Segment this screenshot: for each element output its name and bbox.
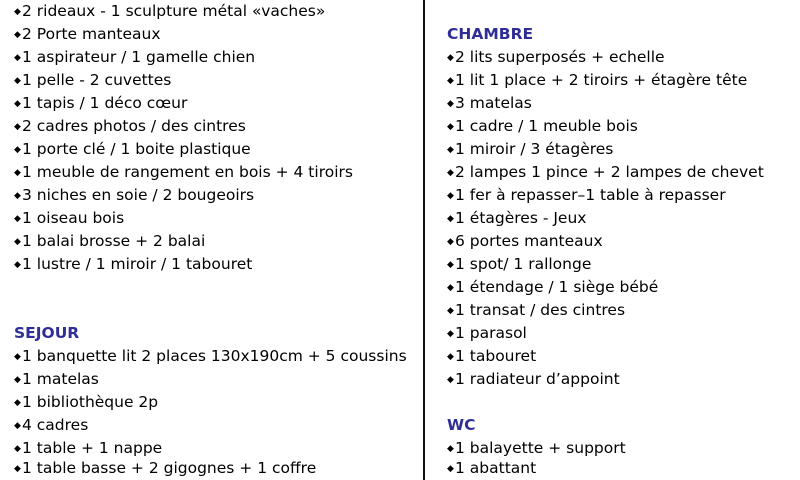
bullet-icon: ◆	[14, 237, 21, 247]
section-heading-sejour: SEJOUR	[14, 324, 80, 342]
column-divider	[423, 0, 425, 480]
inventory-item: ◆1 meuble de rangement en bois + 4 tiroirs	[14, 161, 353, 184]
bullet-icon: ◆	[447, 168, 454, 178]
bullet-icon: ◆	[14, 464, 21, 474]
bullet-icon: ◆	[14, 30, 21, 40]
inventory-item: ◆1 cadre / 1 meuble bois	[447, 115, 638, 138]
bullet-icon: ◆	[447, 99, 454, 109]
inventory-item: ◆1 radiateur d’appoint	[447, 368, 620, 391]
inventory-item: ◆1 lit 1 place + 2 tiroirs + étagère tête	[447, 69, 747, 92]
section-heading-wc: WC	[447, 416, 476, 434]
section-heading-chambre: CHAMBRE	[447, 25, 534, 43]
inventory-item: ◆2 lampes 1 pince + 2 lampes de chevet	[447, 161, 764, 184]
inventory-item: ◆3 matelas	[447, 92, 532, 115]
bullet-icon: ◆	[14, 421, 21, 431]
inventory-item: ◆1 étagères - Jeux	[447, 207, 586, 230]
bullet-icon: ◆	[447, 191, 454, 201]
inventory-item: ◆3 niches en soie / 2 bougeoirs	[14, 184, 254, 207]
bullet-icon: ◆	[447, 352, 454, 362]
inventory-item: ◆1 banquette lit 2 places 130x190cm + 5 coussins	[14, 345, 407, 368]
bullet-icon: ◆	[14, 444, 21, 454]
inventory-item: ◆1 étendage / 1 siège bébé	[447, 276, 658, 299]
inventory-item: ◆2 rideaux - 1 sculpture métal «vaches»	[14, 0, 325, 23]
bullet-icon: ◆	[447, 260, 454, 270]
inventory-item: ◆6 portes manteaux	[447, 230, 603, 253]
inventory-item: ◆1 miroir / 3 étagères	[447, 138, 613, 161]
inventory-item: ◆1 matelas	[14, 368, 99, 391]
bullet-icon: ◆	[14, 76, 21, 86]
bullet-icon: ◆	[14, 214, 21, 224]
inventory-item: ◆1 tabouret	[447, 345, 536, 368]
bullet-icon: ◆	[14, 7, 21, 17]
bullet-icon: ◆	[14, 398, 21, 408]
bullet-icon: ◆	[14, 260, 21, 270]
bullet-icon: ◆	[14, 99, 21, 109]
inventory-item: ◆2 Porte manteaux	[14, 23, 161, 46]
bullet-icon: ◆	[14, 53, 21, 63]
bullet-icon: ◆	[447, 76, 454, 86]
bullet-icon: ◆	[447, 306, 454, 316]
bullet-icon: ◆	[447, 375, 454, 385]
inventory-item: ◆1 porte clé / 1 boite plastique	[14, 138, 251, 161]
inventory-item: ◆1 balayette + support	[447, 437, 626, 460]
inventory-item: ◆1 balai brosse + 2 balai	[14, 230, 205, 253]
inventory-item: ◆1 table basse + 2 gigognes + 1 coffre	[14, 457, 316, 480]
inventory-item: ◆2 lits superposés + echelle	[447, 46, 665, 69]
inventory-item: ◆2 cadres photos / des cintres	[14, 115, 246, 138]
inventory-item: ◆1 pelle - 2 cuvettes	[14, 69, 171, 92]
bullet-icon: ◆	[447, 283, 454, 293]
bullet-icon: ◆	[447, 237, 454, 247]
bullet-icon: ◆	[14, 168, 21, 178]
bullet-icon: ◆	[447, 122, 454, 132]
bullet-icon: ◆	[14, 191, 21, 201]
inventory-item: ◆1 spot/ 1 rallonge	[447, 253, 591, 276]
bullet-icon: ◆	[14, 145, 21, 155]
inventory-item: ◆1 table + 1 nappe	[14, 437, 162, 460]
inventory-item: ◆1 tapis / 1 déco cœur	[14, 92, 187, 115]
inventory-item: ◆1 parasol	[447, 322, 527, 345]
bullet-icon: ◆	[14, 122, 21, 132]
inventory-item: ◆1 fer à repasser–1 table à repasser	[447, 184, 726, 207]
inventory-item: ◆1 aspirateur / 1 gamelle chien	[14, 46, 255, 69]
inventory-item: ◆4 cadres	[14, 414, 88, 437]
inventory-item: ◆1 bibliothèque 2p	[14, 391, 158, 414]
bullet-icon: ◆	[14, 352, 21, 362]
bullet-icon: ◆	[447, 464, 454, 474]
bullet-icon: ◆	[447, 444, 454, 454]
inventory-item: ◆1 lustre / 1 miroir / 1 tabouret	[14, 253, 252, 276]
inventory-item: ◆1 oiseau bois	[14, 207, 124, 230]
bullet-icon: ◆	[14, 375, 21, 385]
bullet-icon: ◆	[447, 53, 454, 63]
inventory-item: ◆1 transat / des cintres	[447, 299, 625, 322]
bullet-icon: ◆	[447, 329, 454, 339]
inventory-item: ◆1 abattant	[447, 457, 536, 480]
bullet-icon: ◆	[447, 145, 454, 155]
bullet-icon: ◆	[447, 214, 454, 224]
